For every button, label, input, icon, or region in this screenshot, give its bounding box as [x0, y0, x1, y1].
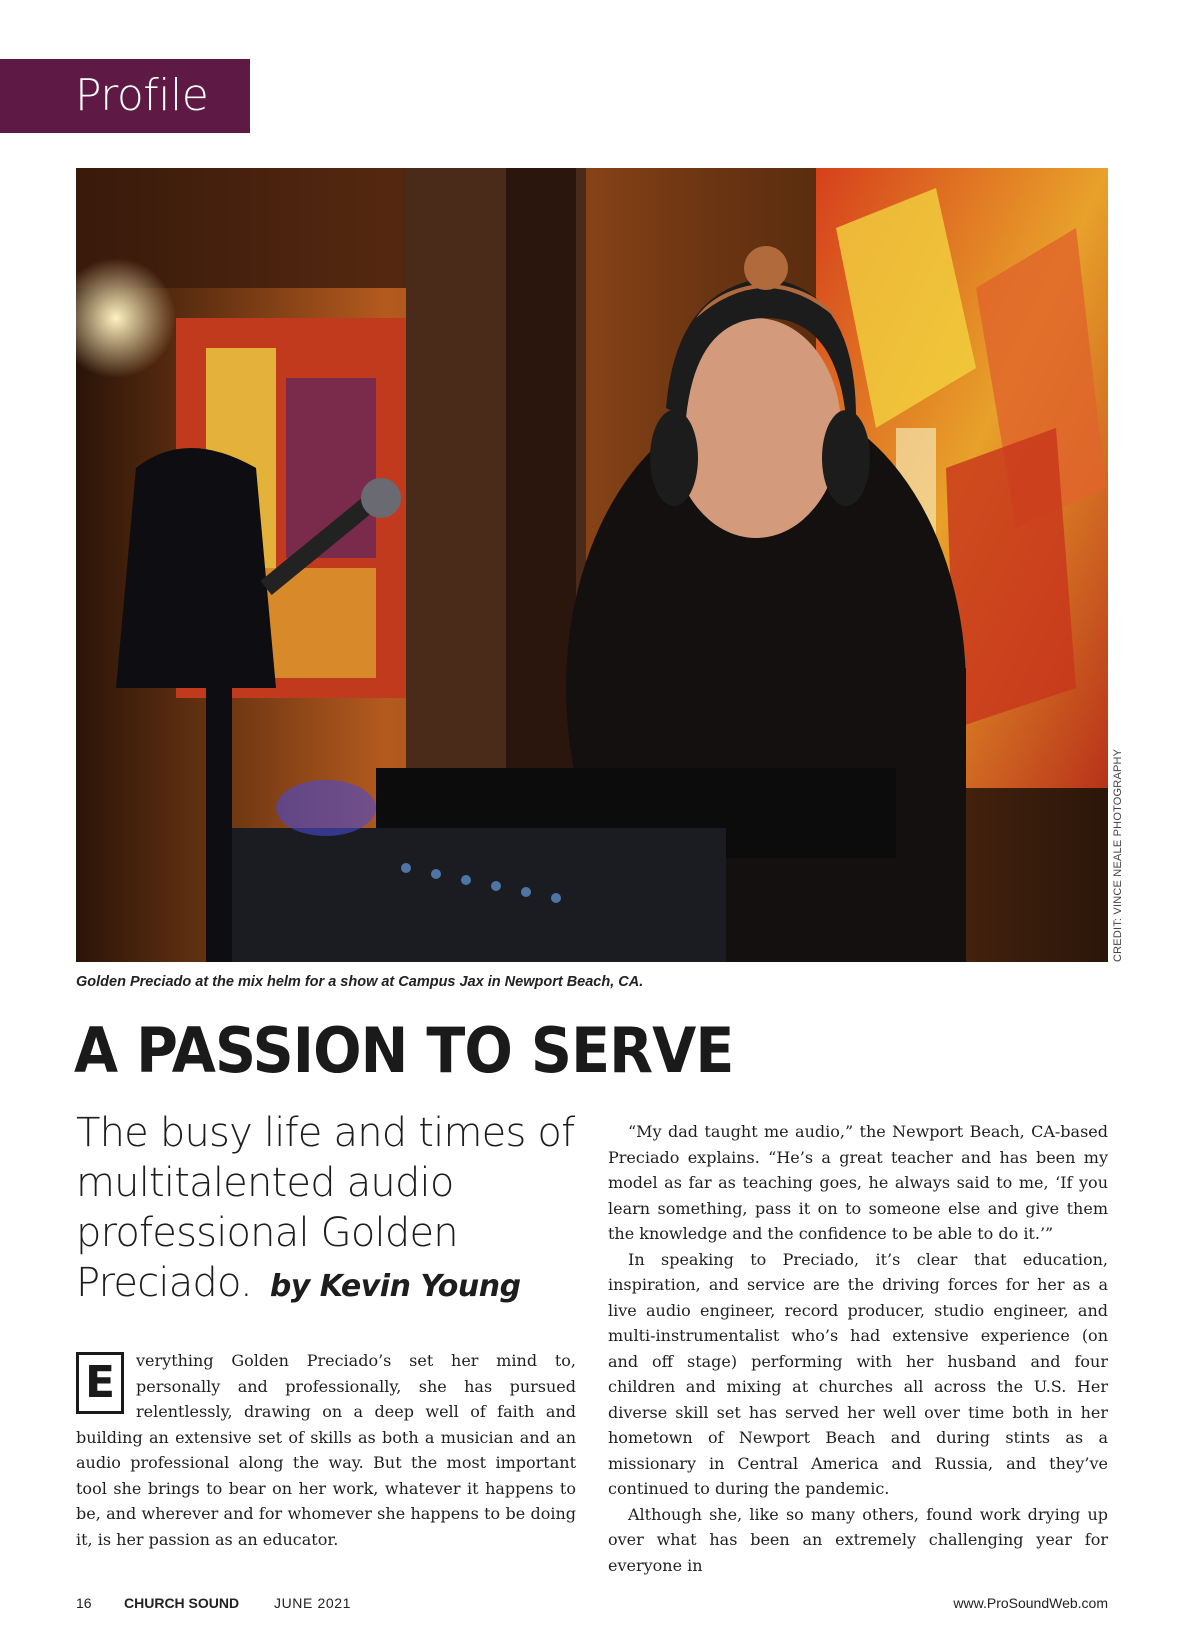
body-paragraph: In speaking to Preciado, it’s clear that education, inspiration, and service are the driving forces for her as a live audio engineer, record producer, studio engineer, and multi-instrumentalist who’s had extensive experience (on and off stage) performing with her husband and four children and mixing at churches all across the U.S. Her diverse skill set has served her well over time both in her hometown of Newport Beach and during stints as a missionary in Central America and Russia, and they’ve continued to during the pandemic.	[608, 1249, 1108, 1498]
website-url: www.ProSoundWeb.com	[953, 1595, 1108, 1611]
photo-caption: Golden Preciado at the mix helm for a show at Campus Jax in Newport Beach, CA.	[76, 974, 644, 990]
article-column-left	[76, 1348, 576, 1552]
magazine-name: CHURCH SOUND	[124, 1595, 240, 1611]
intro-paragraph: verything Golden Preciado’s set her mind to, personally and professionally, she has pursued relentlessly, drawing on a deep well of faith and building an extensive set of skills as both a musician and an audio professional along the way. But the most important tool she brings to bear on her work, whatever it happens to be, and wherever and for whomever she happens to be doing it, is her passion as an educator.	[76, 1351, 576, 1549]
issue-date: JUNE 2021	[274, 1595, 351, 1611]
article-headline: A PASSION TO SERVE	[74, 1014, 734, 1087]
photo-credit: CREDIT: VINCE NEALE PHOTOGRAPHY	[1112, 748, 1124, 962]
article-column-right	[608, 1119, 1108, 1578]
body-paragraph: “My dad taught me audio,” the Newport Beach, CA-based Preciado explains. “He’s a great teacher and has been my model as far as teaching goes, he always said to me, ‘If you learn something, pass it on to someone else and give them the knowledge and the confidence to be able to do it.’”	[608, 1122, 1108, 1243]
deck-text: The busy life and times of multitalented audio professional Golden Preciado.	[76, 1110, 575, 1306]
drop-cap: E	[76, 1352, 124, 1414]
page-number: 16	[76, 1595, 92, 1611]
byline: by Kevin Young	[269, 1269, 521, 1304]
body-paragraph: Although she, like so many others, found work drying up over what has been an extremely challenging year for everyone in	[608, 1504, 1108, 1575]
article-deck	[76, 1108, 576, 1312]
section-label: Profile	[0, 59, 250, 133]
feature-photo	[76, 168, 1108, 962]
